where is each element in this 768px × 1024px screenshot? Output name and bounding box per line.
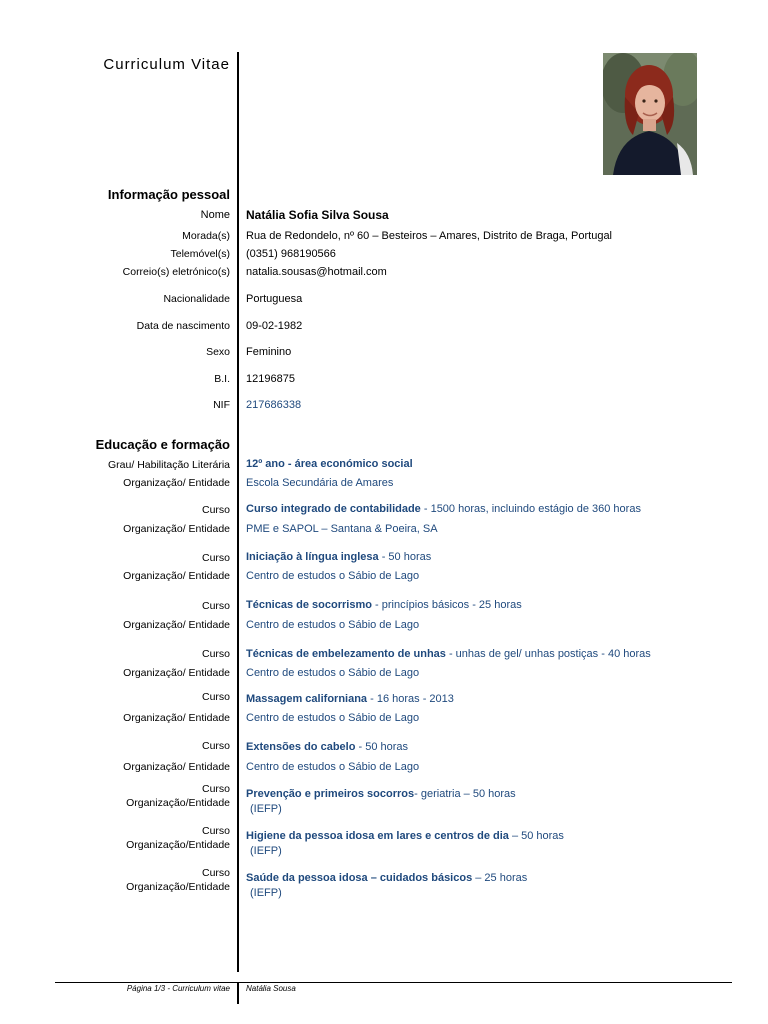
column-divider xyxy=(237,52,239,972)
footer-divider xyxy=(237,982,239,1004)
education-org: PME e SAPOL – Santana & Poeira, SA xyxy=(246,523,438,535)
value-nationality: Portuguesa xyxy=(246,293,303,305)
education-org-label: Organização/ Entidade xyxy=(123,761,230,773)
education-title-row xyxy=(246,599,522,611)
education-title: Iniciação à língua inglesa xyxy=(246,551,379,563)
label-name: Nome xyxy=(200,209,230,221)
value-address: Rua de Redondelo, nº 60 – Besteiros – Amares, Distrito de Braga, Portugal xyxy=(246,230,613,242)
education-title-row xyxy=(246,830,564,842)
page-title: Curriculum Vitae xyxy=(103,56,230,73)
education-title: Higiene da pessoa idosa em lares e centros de dia xyxy=(246,830,509,842)
education-org: (IEFP) xyxy=(250,845,282,857)
education-detail: - 50 horas xyxy=(378,551,432,563)
education-org-label: Organização/ Entidade xyxy=(123,667,230,679)
education-label: Curso xyxy=(201,740,230,752)
education-label: Curso xyxy=(201,600,230,612)
label-sex: Sexo xyxy=(206,346,230,358)
education-title-row xyxy=(246,788,516,800)
education-org-label: Organização/Entidade xyxy=(126,797,230,809)
label-address: Morada(s) xyxy=(182,230,230,242)
education-org: (IEFP) xyxy=(250,803,282,815)
education-detail: - geriatria – 50 horas xyxy=(414,788,516,800)
education-label: Curso xyxy=(201,691,230,703)
label-nif: NIF xyxy=(213,399,230,411)
education-title: 12º ano - área económico social xyxy=(246,458,413,470)
education-detail: – 25 horas xyxy=(472,872,528,884)
education-title-row xyxy=(246,503,641,515)
education-detail: - unhas de gel/ unhas postiças - 40 horas xyxy=(445,648,651,660)
value-nif: 217686338 xyxy=(246,399,302,411)
education-org: (IEFP) xyxy=(250,887,282,899)
footer-author: Natália Sousa xyxy=(246,984,296,993)
education-title: Massagem californiana xyxy=(246,693,368,705)
education-label: Curso xyxy=(201,825,230,837)
value-name: Natália Sofia Silva Sousa xyxy=(246,208,389,222)
education-label: Curso xyxy=(201,552,230,564)
education-org: Escola Secundária de Amares xyxy=(246,477,394,489)
footer-rule xyxy=(55,982,732,983)
education-detail: - 16 horas - 2013 xyxy=(367,693,454,705)
education-title-row xyxy=(246,648,651,660)
education-label: Curso xyxy=(201,867,230,879)
education-detail: - princípios básicos - 25 horas xyxy=(371,599,522,611)
education-title-row xyxy=(246,693,454,705)
education-label: Curso xyxy=(201,783,230,795)
label-email: Correio(s) eletrónico(s) xyxy=(122,266,230,278)
education-title: Técnicas de socorrismo xyxy=(246,599,372,611)
education-org: Centro de estudos o Sábio de Lago xyxy=(246,667,420,679)
portrait-image xyxy=(603,53,697,175)
education-org-label: Organização/Entidade xyxy=(126,881,230,893)
education-org-label: Organização/ Entidade xyxy=(123,523,230,535)
education-detail: – 50 horas xyxy=(508,830,564,842)
footer-page-info: Página 1/3 - Curriculum vitae xyxy=(126,984,230,993)
education-org-label: Organização/ Entidade xyxy=(123,619,230,631)
education-org-label: Organização/ Entidade xyxy=(123,712,230,724)
education-title-row xyxy=(246,872,527,884)
education-detail: - 1500 horas, incluindo estágio de 360 horas xyxy=(420,503,641,515)
education-title: Técnicas de embelezamento de unhas xyxy=(246,648,446,660)
value-phone: (0351) 968190566 xyxy=(246,248,336,260)
education-org-label: Organização/Entidade xyxy=(126,839,230,851)
education-org: Centro de estudos o Sábio de Lago xyxy=(246,619,420,631)
education-label: Curso xyxy=(201,504,230,516)
education-org: Centro de estudos o Sábio de Lago xyxy=(246,570,420,582)
education-title: Extensões do cabelo xyxy=(246,741,356,753)
section-title-personal: Informação pessoal xyxy=(107,187,230,202)
education-org-label: Organização/ Entidade xyxy=(123,570,230,582)
value-email: natalia.sousas@hotmail.com xyxy=(246,266,387,278)
education-title-row xyxy=(246,741,408,753)
education-org-label: Organização/ Entidade xyxy=(123,477,230,489)
education-label: Curso xyxy=(201,648,230,660)
education-title: Prevenção e primeiros socorros xyxy=(246,788,415,800)
education-label: Grau/ Habilitação Literária xyxy=(108,459,230,471)
education-org: Centro de estudos o Sábio de Lago xyxy=(246,712,420,724)
profile-photo xyxy=(603,53,697,175)
education-org: Centro de estudos o Sábio de Lago xyxy=(246,761,420,773)
value-id: 12196875 xyxy=(246,373,295,385)
label-phone: Telemóvel(s) xyxy=(170,248,230,260)
label-id: B.I. xyxy=(214,373,230,385)
value-birthdate: 09-02-1982 xyxy=(246,320,303,332)
education-title: Curso integrado de contabilidade xyxy=(246,503,421,515)
education-title-row xyxy=(246,458,413,470)
label-birthdate: Data de nascimento xyxy=(136,320,230,332)
education-title-row xyxy=(246,551,431,563)
education-title: Saúde da pessoa idosa – cuidados básicos xyxy=(246,872,473,884)
value-sex: Feminino xyxy=(246,346,292,358)
section-title-education: Educação e formação xyxy=(95,437,230,452)
education-detail: - 50 horas xyxy=(355,741,409,753)
label-nationality: Nacionalidade xyxy=(163,293,230,305)
